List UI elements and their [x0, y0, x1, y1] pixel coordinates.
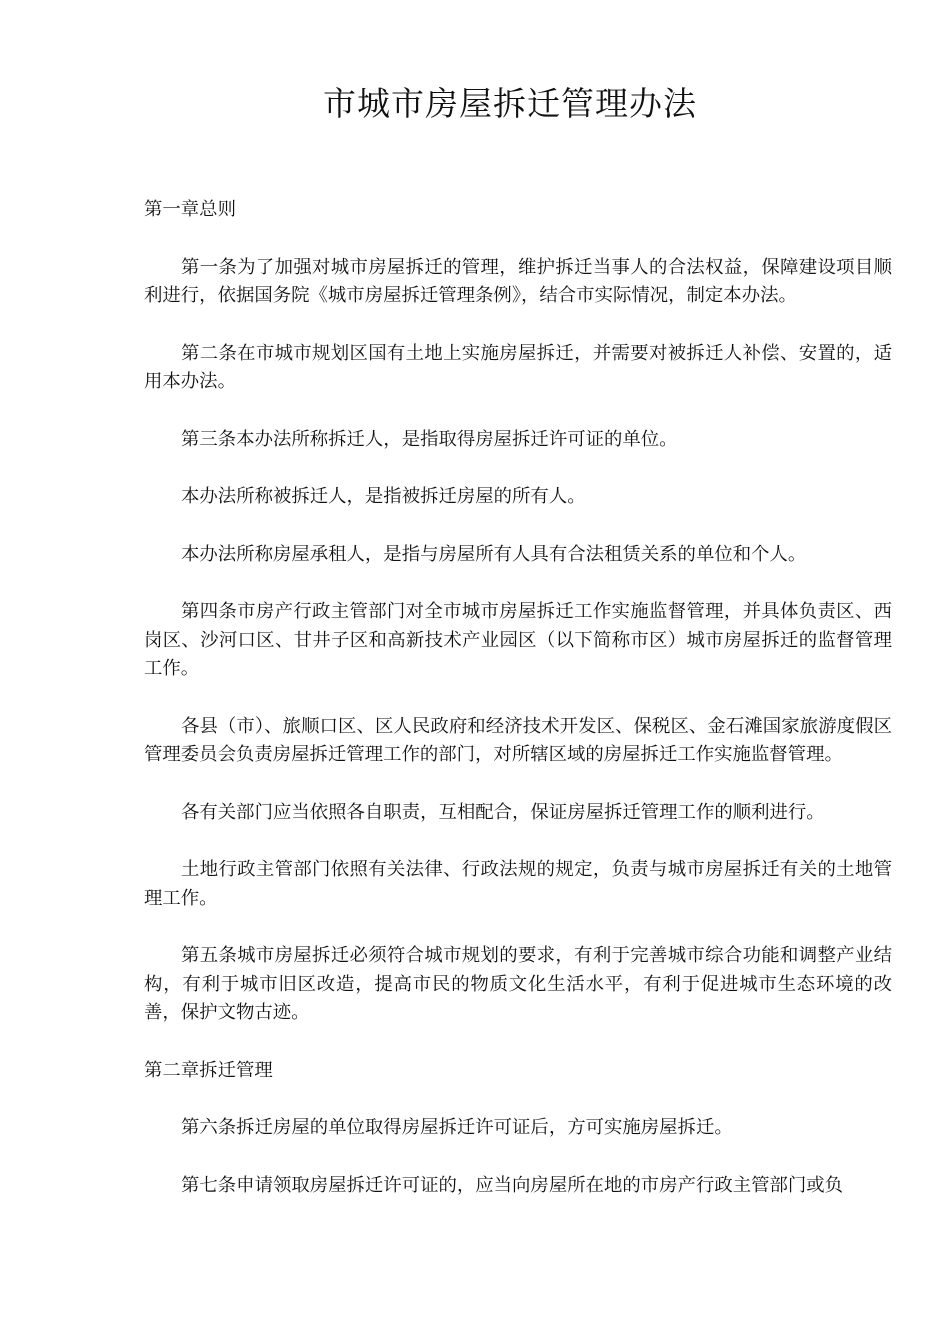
article-paragraph: 各有关部门应当依照各自职责，互相配合，保证房屋拆迁管理工作的顺利进行。	[181, 801, 825, 823]
article-paragraph: 第一条为了加强对城市房屋拆迁的管理，维护拆迁当事人的合法权益，保障建设项目顺利进行，依据国务院《城市房屋拆迁管理条例》，结合市实际情况，制定本办法。	[144, 256, 892, 306]
chapter-heading: 第一章总则	[144, 199, 236, 220]
chapter-heading: 第二章拆迁管理	[144, 1059, 273, 1081]
article-paragraph: 第四条市房产行政主管部门对全市城市房屋拆迁工作实施监督管理，并具体负责区、西岗区、沙河口区、甘井子区和高新技术产业园区（以下简称市区）城市房屋拆迁的监督管理工作。	[144, 601, 892, 679]
document-body	[144, 196, 892, 1229]
article-paragraph: 本办法所称被拆迁人，是指被拆迁房屋的所有人。	[181, 486, 586, 507]
article-paragraph: 第三条本办法所称拆迁人，是指取得房屋拆迁许可证的单位。	[181, 428, 678, 450]
article-paragraph: 第五条城市房屋拆迁必须符合城市规划的要求，有利于完善城市综合功能和调整产业结构，有利于城市旧区改造，提高市民的物质文化生活水平，有利于促进城市生态环境的改善，保护文物古迹。	[144, 945, 892, 1023]
document-title: 市城市房屋拆迁管理办法	[323, 84, 697, 123]
article-paragraph: 各县（市）、旅顺口区、区人民政府和经济技术开发区、保税区、金石滩国家旅游度假区管理委员会负责房屋拆迁管理工作的部门，对所辖区域的房屋拆迁工作实施监督管理。	[144, 715, 892, 765]
article-paragraph: 第六条拆迁房屋的单位取得房屋拆迁许可证后，方可实施房屋拆迁。	[181, 1117, 733, 1138]
article-paragraph: 本办法所称房屋承租人，是指与房屋所有人具有合法租赁关系的单位和个人。	[181, 543, 807, 565]
article-paragraph: 第七条申请领取房屋拆迁许可证的，应当向房屋所在地的市房产行政主管部门或负	[181, 1174, 844, 1196]
article-paragraph: 第二条在市城市规划区国有土地上实施房屋拆迁，并需要对被拆迁人补偿、安置的，适用本办法。	[144, 342, 892, 392]
article-paragraph: 土地行政主管部门依照有关法律、行政法规的规定，负责与城市房屋拆迁有关的土地管理工作。	[144, 859, 892, 909]
